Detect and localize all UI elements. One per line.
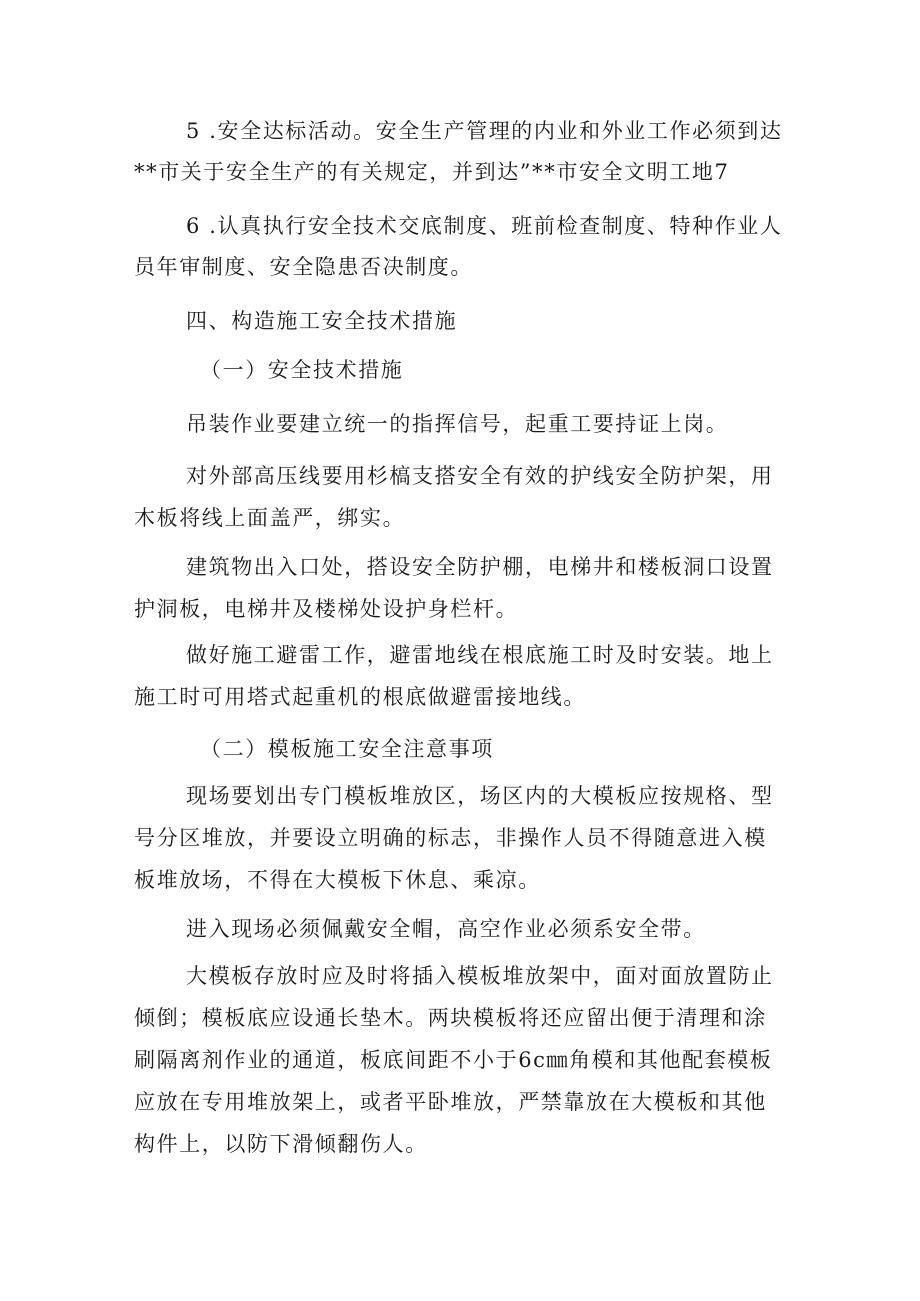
text-line: 大模板存放时应及时将插入模板堆放架中，面对面放置防止 [186, 964, 774, 988]
text-line: 做好施工避雷工作，避雷地线在根底施工时及时安装。地上 [186, 643, 774, 667]
text-line: 5 .安全达标活动。安全生产管理的内业和外业工作必须到达 [186, 119, 783, 143]
text-line: **市关于安全生产的有关规定，并到达”**市安全文明工地7 [134, 160, 730, 184]
text-line: 倾倒；模板底应设通长垫木。两块模板将还应留出便于清理和涂 [134, 1006, 767, 1030]
text-line: 建筑物出入口处，搭设安全防护棚，电梯井和楼板洞口设置 [186, 555, 774, 579]
text-line: 刷隔离剂作业的通道，板底间距不小于6c㎜角模和其他配套模板 [134, 1048, 773, 1072]
subsection-heading: （一）安全技术措施 [200, 358, 404, 382]
section-heading: 四、构造施工安全技术措施 [186, 309, 458, 333]
text-line: 施工时可用塔式起重机的根底做避雷接地线。 [134, 685, 586, 709]
text-line: 木板将线上面盖严，绑实。 [134, 506, 406, 530]
text-line: 进入现场必须佩戴安全帽，高空作业必须系安全带。 [186, 917, 706, 941]
text-line: 应放在专用堆放架上，或者平卧堆放，严禁靠放在大模板和其他 [134, 1090, 767, 1114]
subsection-heading: （二）模板施工安全注意事项 [200, 737, 494, 761]
text-line: 号分区堆放，并要设立明确的标志，非操作人员不得随意进入模 [134, 826, 767, 850]
text-line: 护洞板，电梯井及楼梯处设护身栏杆。 [134, 597, 519, 621]
text-line: 吊装作业要建立统一的指挥信号，起重工要持证上岗。 [186, 412, 729, 436]
text-line: 对外部高压线要用杉槁支搭安全有效的护线安全防护架，用 [186, 464, 774, 488]
text-line: 员年审制度、安全隐患否决制度。 [134, 255, 473, 279]
text-line: 板堆放场，不得在大模板下休息、乘凉。 [134, 868, 541, 892]
text-line: 构件上，以防下滑倾翻伤人。 [134, 1132, 428, 1156]
text-line: 现场要划出专门模板堆放区，场区内的大模板应按规格、型 [186, 784, 774, 808]
text-line: 6 .认真执行安全技术交底制度、班前检查制度、特种作业人 [186, 214, 783, 238]
